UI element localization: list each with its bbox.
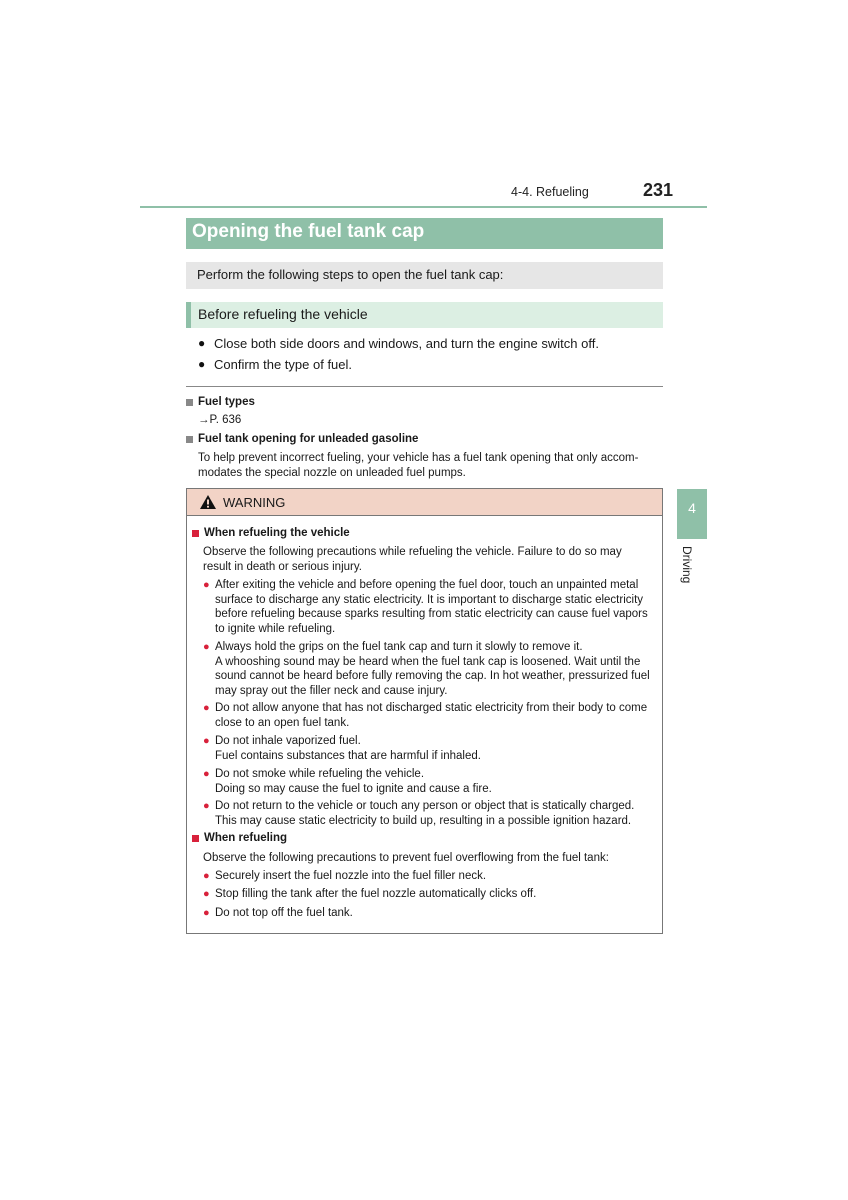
- list-item: ● Always hold the grips on the fuel tank cap and turn it slowly to remove it. A whooshing sound may be heard when the fuel tank cap is loosened. Wait until the sound cannot be heard before fully removing the cap. In hot weather, pressurized fuel may spray out the filler neck and cause injury.: [203, 641, 650, 697]
- list-item: ● Confirm the type of fuel.: [198, 357, 353, 372]
- bullet-icon: ●: [203, 907, 210, 919]
- section-divider: [186, 386, 663, 387]
- tank-opening-heading: Fuel tank opening for unleaded gasoline: [186, 433, 418, 445]
- when-refueling-vehicle-heading: When refueling the vehicle: [192, 527, 350, 539]
- bullet-icon: ●: [198, 336, 206, 350]
- list-item: ● Do not smoke while refueling the vehicle. Doing so may cause the fuel to ignite and cause a fire.: [203, 768, 492, 795]
- list-item: ● Do not top off the fuel tank.: [203, 907, 353, 919]
- warning-box: [186, 488, 663, 934]
- square-bullet-icon: [186, 436, 193, 443]
- page-title: Opening the fuel tank cap: [186, 218, 663, 249]
- section-label: 4-4. Refueling: [511, 185, 589, 199]
- fuel-types-heading: Fuel types: [186, 396, 255, 408]
- square-bullet-icon: [192, 530, 199, 537]
- when-refueling-heading: When refueling: [192, 832, 287, 844]
- bullet-icon: ●: [203, 870, 210, 882]
- header-divider: [140, 206, 707, 208]
- list-item: ● Stop filling the tank after the fuel nozzle automatically clicks off.: [203, 888, 537, 900]
- warning-label: WARNING: [223, 494, 286, 510]
- bullet-icon: ●: [198, 357, 206, 371]
- list-item: ● Do not allow anyone that has not discharged static electricity from their body to come close to an open fuel tank.: [203, 702, 648, 729]
- intro-text: Perform the following steps to open the fuel tank cap:: [186, 262, 663, 289]
- step-list: [198, 335, 658, 377]
- list-item: ● Securely insert the fuel nozzle into the fuel filler neck.: [203, 870, 487, 882]
- list-item: ● Close both side doors and windows, and turn the engine switch off.: [198, 336, 599, 351]
- warning-paragraph: Observe the following precautions to prevent fuel overflowing from the fuel tank:: [203, 852, 609, 864]
- list-item: ● Do not return to the vehicle or touch any person or object that is statically charged. This may cause static electricity to build up, resulting in a possible ignition hazard.: [203, 800, 635, 827]
- bullet-icon: ●: [203, 888, 210, 900]
- square-bullet-icon: [192, 835, 199, 842]
- bullet-icon: ●: [203, 641, 210, 653]
- tank-opening-text: To help prevent incorrect fueling, your vehicle has a fuel tank opening that only accom- modates the special nozzle on unleaded fuel pumps.: [198, 452, 639, 479]
- bullet-icon: ●: [203, 579, 210, 591]
- bullet-icon: ●: [203, 735, 210, 747]
- warning-paragraph: Observe the following precautions while refueling the vehicle. Failure to do so may result in death or serious injury.: [203, 546, 622, 573]
- warning-triangle-icon: [199, 494, 217, 510]
- square-bullet-icon: [186, 399, 193, 406]
- bullet-icon: ●: [203, 768, 210, 780]
- list-item: ● Do not inhale vaporized fuel. Fuel contains substances that are harmful if inhaled.: [203, 735, 481, 762]
- page-number: 231: [643, 180, 674, 200]
- warning-header: [187, 489, 662, 516]
- chapter-tab-label: Driving: [680, 546, 694, 584]
- fuel-types-reference[interactable]: →P. 636: [198, 414, 242, 426]
- list-item: ● After exiting the vehicle and before opening the fuel door, touch an unpainted metal surface to discharge any static electricity. It is important to discharge static electricity before refueling because sparks resulting from static electricity can cause fuel vapors to ignite while refueling.: [203, 579, 648, 635]
- bullet-icon: ●: [203, 702, 210, 714]
- before-refueling-heading: Before refueling the vehicle: [186, 302, 663, 328]
- chapter-tab[interactable]: 4: [677, 489, 707, 539]
- bullet-icon: ●: [203, 800, 210, 812]
